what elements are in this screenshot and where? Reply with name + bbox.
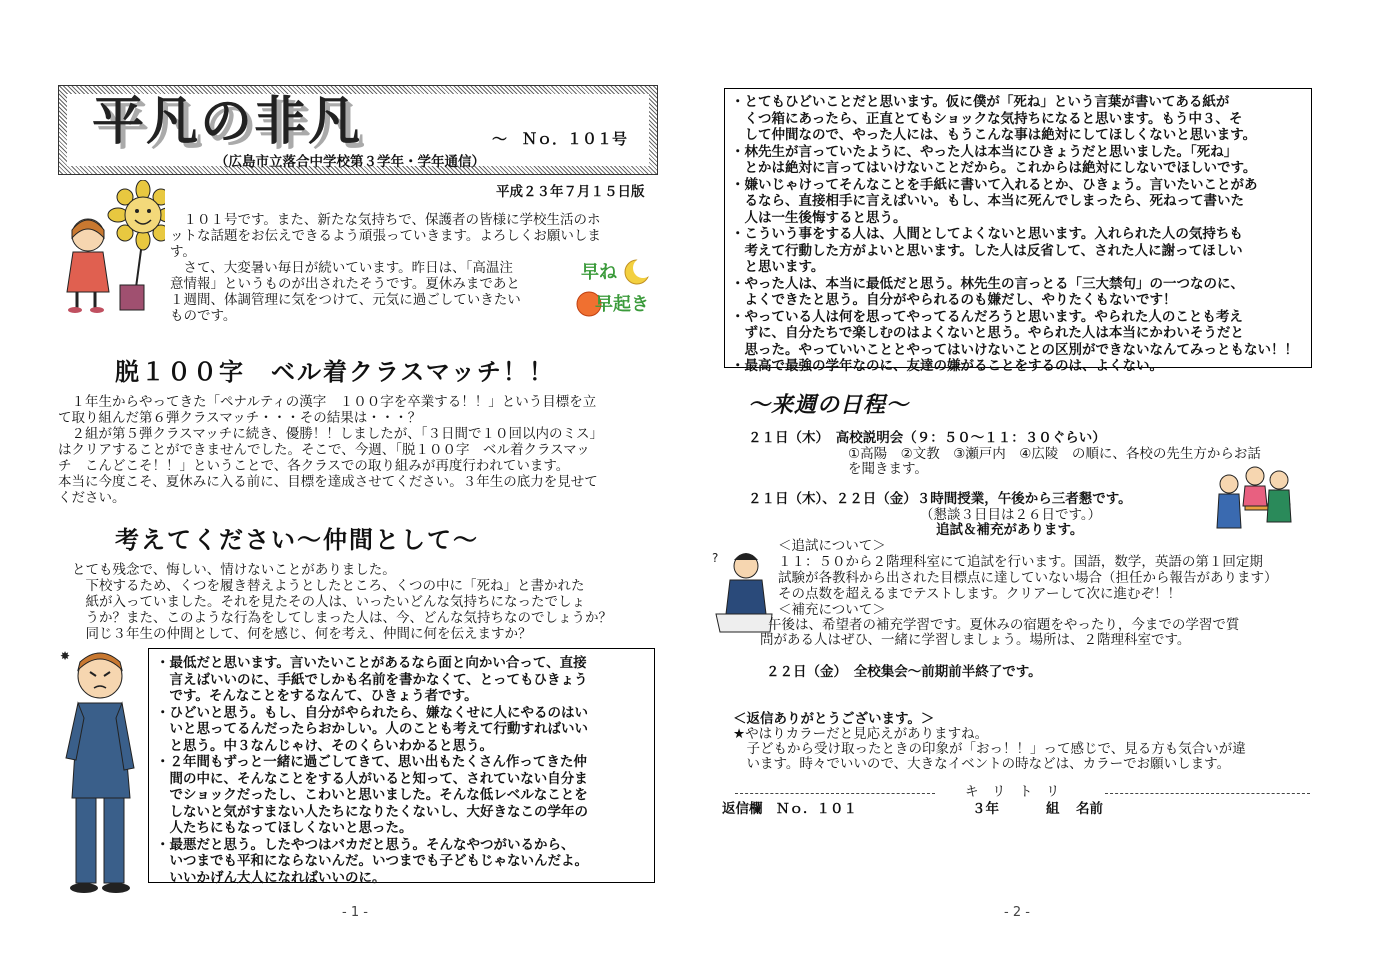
opinion-line: と思う。中３なんじゃけ、そのくらいわかると思う。 — [156, 737, 493, 754]
opinion-line: ずに、自分たちで楽しむのはよくないと思う。やられた人は本当にかわいそうだと — [731, 325, 1244, 341]
issue-date: 平成２３年７月１５日版 — [496, 184, 645, 200]
tsuishi-line: １１：５０から２階理科室にて追試を行います。国語，数学，英語の第１回定期 — [778, 554, 1263, 570]
reply-line: ★やはりカラーだと見応えがありますね。 — [733, 726, 989, 742]
intro-line: ものです。 — [170, 308, 237, 324]
opinion-line: いいかげん大人になればいいのに。 — [156, 869, 386, 886]
svg-text:?: ? — [712, 551, 719, 565]
cut-label: キ リ ト リ — [965, 784, 1060, 800]
section1-line: はクリアすることができませんでした。そこで、今週、「脱１００字 ベル着クラスマッ — [58, 442, 590, 458]
opinion-line: るなら、直接相手に言えばいい。もし、本当に死んでしまったら、死ねって書いた — [731, 193, 1244, 209]
schedule-item-detail: 追試＆補充があります。 — [936, 522, 1084, 538]
section1-line: て取り組んだ第６弾クラスマッチ・・・その結果は・・・？ — [58, 410, 422, 426]
opinion-line: いつまでも平和にならないんだ。いつまでも子どもじゃないんだよ。 — [156, 853, 588, 869]
newsletter-subtitle: （広島市立落合中学校第３学年・学年通信） — [215, 154, 485, 170]
section2-line: 紙が入っていました。それを見たその人は、いったいどんな気持ちになったでしょ — [72, 594, 585, 610]
opinion-line: して仲間なので、やった人には、もうこんな事は絶対にしてほしくないと思います。 — [731, 127, 1257, 143]
cut-line-right — [1105, 793, 1310, 794]
schedule-item-detail: ①高陽 ②文教 ③瀬戸内 ④広陵 の順に、各校の先生方からお話 — [848, 446, 1261, 462]
opinion-line: ・林先生が言っていたように、やった人は本当にひきょうだと思いました。「死ね」 — [731, 143, 1238, 160]
page-number-left: - 1 - — [342, 905, 368, 920]
schedule-item-detail: （懇談３日目は２６日です。） — [920, 507, 1102, 523]
section-heading-classmatch: 脱１００字 ベル着クラスマッチ！！ — [115, 358, 555, 386]
teacher-desk-illustration — [712, 548, 774, 636]
schedule-item-assembly: ２２日（金） 全校集会～前期前半終了です。 — [766, 664, 1042, 680]
intro-line: ットな話題をお伝えできるよう頑張っていきます。よろしくお願いしま — [170, 228, 601, 244]
reply-form-grade: ３年 — [972, 801, 999, 817]
opinions-right-list — [731, 94, 1298, 375]
opinions-left-list — [156, 655, 588, 886]
opinion-line: 人たちにもなってほしくないと思った。 — [156, 820, 413, 836]
opinion-line: ・最悪だと思う。したやつはバカだと思う。そんなやつがいるから、 — [156, 836, 575, 853]
issue-number: ～ Ｎｏ．１０１号 — [492, 130, 628, 148]
opinion-line: ・やっている人は何を思ってやってるんだろうと思います。やられた人のことも考え — [731, 308, 1243, 325]
section2-line: とても残念で、悔しい、情けないことがありました。 — [72, 562, 396, 578]
hayane-hayaoki-badge: 早ね 早起き — [567, 258, 659, 318]
section1-line: ください。 — [58, 490, 126, 506]
opinion-line: です。そんなことをするなんて、ひきょう者です。 — [156, 688, 478, 704]
opinion-line: 言えばいいのに、手紙でしかも名前を書かなくて、とってもひきょう — [156, 671, 588, 688]
hoju-label: ＜補充について＞ — [778, 602, 886, 618]
section1-line: １年生からやってきた「ペナルティの漢字 １００字を卒業する！！」という目標を立 — [58, 394, 597, 410]
opinion-line: 間の中に、そんなことをする人がいると知って、されていない自分ま — [156, 770, 588, 787]
svg-text:✸: ✸ — [60, 649, 71, 663]
opinion-line: くつ箱にあったら、正直とてもショックな気持ちになると思います。もう中３、そ — [731, 110, 1243, 127]
opinion-line: と思います。 — [731, 259, 825, 275]
intro-line: １週間、体調管理に気をつけて、元気に過ごしていきたい — [170, 292, 521, 308]
family-consultation-illustration — [1215, 462, 1297, 532]
reply-line: 子どもから受け取ったときの印象が「おっ！！」って感じで、見る方も気合いが違 — [733, 741, 1246, 757]
tsuishi-line: 試験が各教科から出された目標点に達していない場合（担任から報告があります） — [778, 570, 1278, 586]
section2-line: うか？また、このような行為をしてしまった人は、今、どんな気持ちなのでしょうか？ — [72, 610, 612, 626]
reply-form-label: 返信欄 Ｎｏ．１０１ — [722, 801, 857, 817]
opinion-line: 考えて行動した方がよいと思います。した人は反省して、された人に謝ってほしい — [731, 242, 1243, 259]
hoju-line: 問がある人はぜひ、一緒に学習しましょう。場所は、２階理科室です。 — [760, 632, 1191, 648]
intro-line: １０１号です。また、新たな気持ちで、保護者の皆様に学校生活のホ — [170, 212, 601, 228]
opinion-line: よくできたと思う。自分がやられるのも嫌だし、やりたくもないです！ — [731, 292, 1177, 308]
tsuishi-label: ＜追試について＞ — [778, 538, 886, 554]
opinion-line: いと思ってるんだったらおかしい。人のことも考えて行動すればいい — [156, 721, 588, 737]
angry-boy-illustration — [58, 648, 140, 898]
schedule-heading: ～来週の日程～ — [748, 393, 910, 418]
reply-line: います。時々でいいので、大きなイベントの時などは、カラーでお願いします。 — [733, 756, 1231, 772]
page-number-right: - 2 - — [1004, 905, 1030, 920]
reply-heading: ＜返信ありがとうございます。＞ — [733, 711, 935, 727]
section2-line: 同じ３年生の仲間として、何を感じ、何を考え、仲間に何を伝えますか？ — [72, 626, 532, 642]
schedule-item-briefing: ２１日（木） 高校説明会（９：５０～１１：３０ぐらい） — [748, 430, 1106, 446]
schedule-item-detail: を聞きます。 — [848, 461, 928, 477]
opinion-line: ・こういう事をする人は、人間としてよくないと思います。入れられた人の気持ちも — [731, 226, 1243, 242]
opinion-line: ・やった人は、本当に最低だと思う。林先生の言っとる「三大禁句」の一つなのに、 — [731, 275, 1244, 292]
cut-line-left — [735, 793, 935, 794]
opinion-line: でショックだったし、こわいと思いました。そんな低レベルなことを — [156, 787, 588, 803]
intro-line: す。 — [170, 244, 196, 260]
section1-line: 本当に今度こそ、夏休みに入る前に、目標を達成させてください。３年生の底力を見せて — [58, 474, 598, 490]
girl-sunflower-illustration — [55, 180, 165, 315]
opinion-line: 思った。やっていいこととやってはいけないことの区別ができないなんてみっともない！！ — [731, 341, 1298, 358]
reply-form-class: 組 — [1046, 801, 1060, 817]
opinion-line: ・最低だと思います。言いたいことがあるなら面と向かい合って、直接 — [156, 655, 587, 671]
section-heading-nakama: 考えてください～仲間として～ — [115, 526, 479, 554]
hoju-line: 午後は、希望者の補充学習です。夏休みの宿題をやったり，今までの学習で質 — [768, 617, 1240, 633]
opinion-line: ・嫌いじゃけってそんなことを手紙に書いて入れるとか、ひきょう。言いたいことがあ — [731, 176, 1258, 193]
intro-line: 意情報」というものが出されたそうです。夏休みまであと — [170, 276, 520, 292]
reply-form-name: 名前 — [1076, 801, 1103, 817]
section1-line: チ こんどこそ！！」ということで、各クラスでの取り組みが再度行われています。 — [58, 458, 570, 474]
opinion-line: ・とてもひどいことだと思います。仮に僕が「死ね」という言葉が書いてある紙が — [731, 94, 1230, 110]
tsuishi-line: その点数を超えるまでテストします。クリアーして次に進むぞ！！ — [778, 586, 1181, 602]
opinion-line: とかは絶対に言ってはいけないことだから。これからは絶対にしないでほしいです。 — [731, 160, 1257, 176]
opinion-line: ・２年間もずっと一緒に過ごしてきて、思い出もたくさん作ってきた仲 — [156, 754, 587, 770]
intro-line: さて、大変暑い毎日が続いています。昨日は、「高温注 — [170, 260, 513, 276]
section2-line: 下校するため、くつを履き替えようとしたところ、くつの中に「死ね」と書かれた — [72, 578, 585, 594]
opinion-line: ・最高で最強の学年なのに、友達の嫌がることをするのは、よくない。 — [731, 358, 1163, 374]
opinion-line: 人は一生後悔すると思う。 — [731, 209, 907, 226]
section1-line: ２組が第５弾クラスマッチに続き、優勝！！しましたが、「３日間で１０回以内のミス」 — [58, 426, 603, 442]
schedule-item-conference: ２１日（木）、２２日（金）３時間授業，午後から三者懇です。 — [748, 491, 1132, 507]
newsletter-title: 平凡の非凡 — [92, 92, 363, 152]
opinion-line: ・ひどいと思う。もし、自分がやられたら、嫌なくせに人にやるのはい — [156, 704, 588, 721]
opinion-line: しないと気がすまない人たちになりたくないし、大好きなこの学年の — [156, 803, 588, 820]
